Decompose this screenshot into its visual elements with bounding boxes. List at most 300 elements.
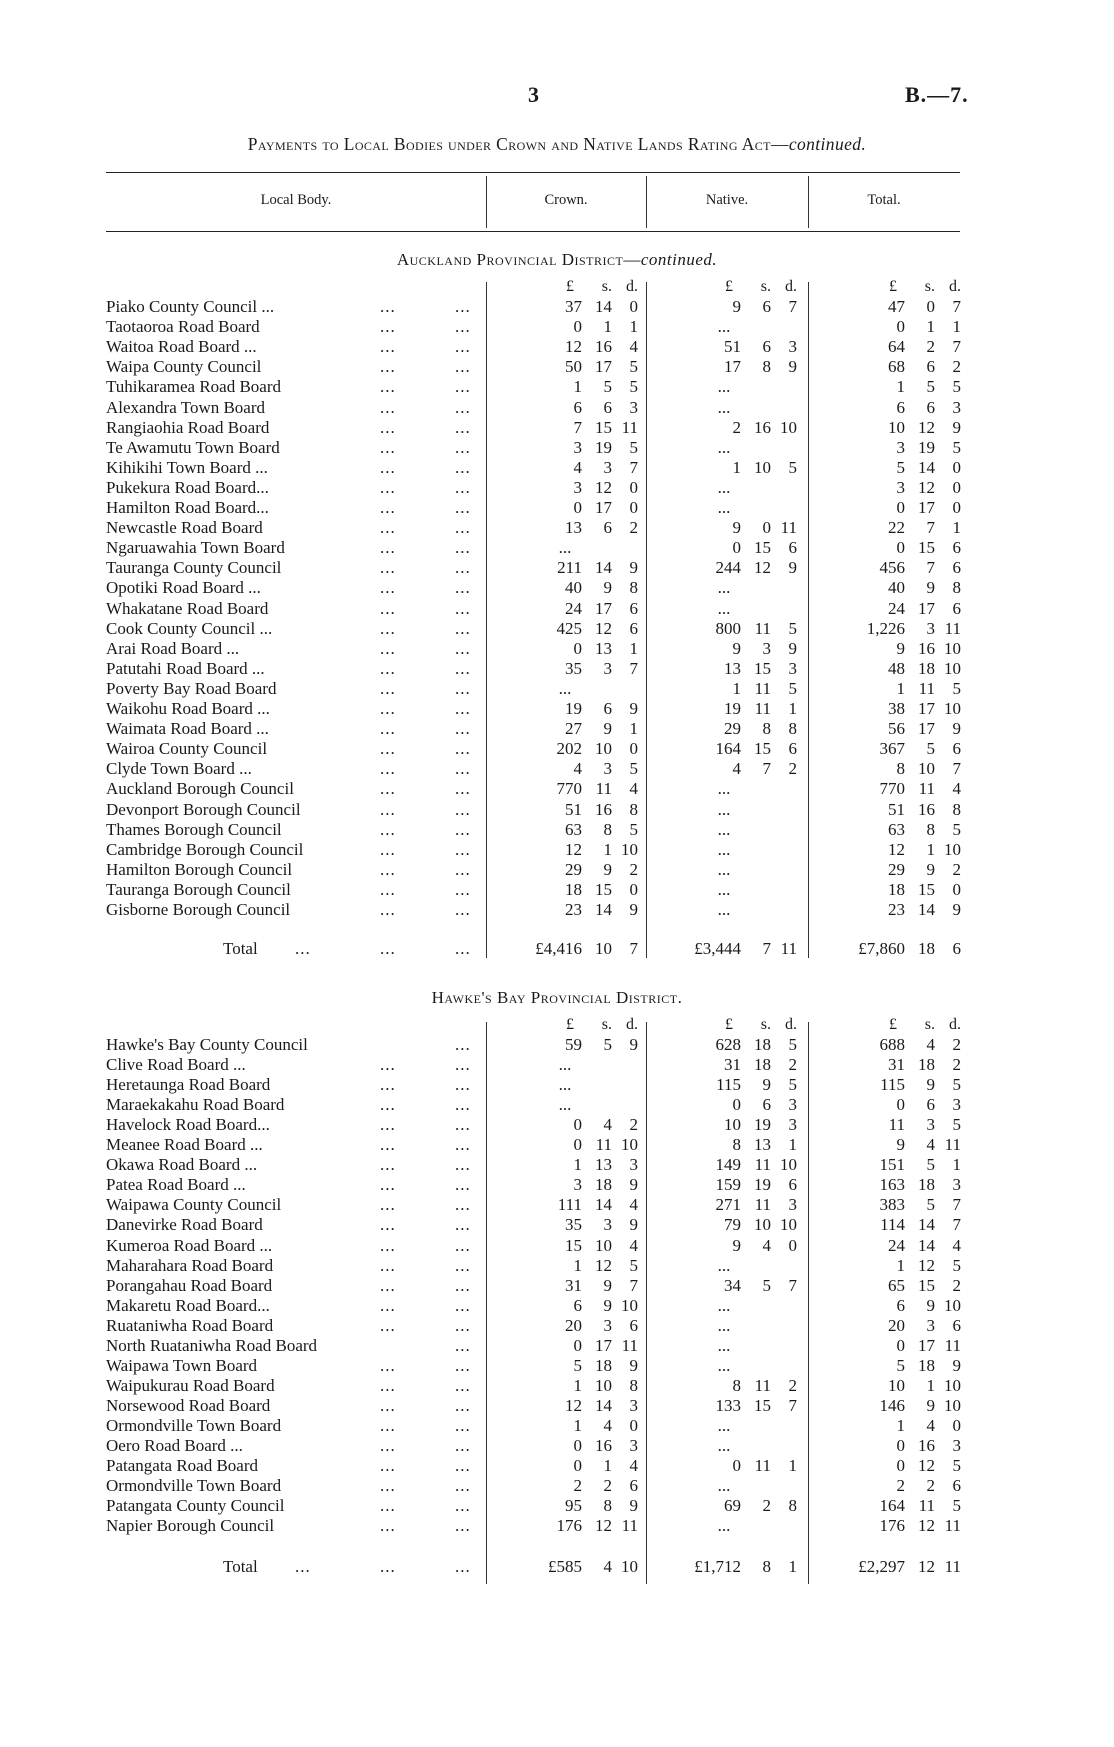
table-row xyxy=(0,639,1114,659)
crown-amount: 14 xyxy=(595,558,612,578)
leader-dots: ... xyxy=(455,1295,471,1315)
total-amount: 56 xyxy=(888,719,905,739)
native-empty: ... xyxy=(717,1476,731,1496)
total-amount: 6 xyxy=(926,397,935,417)
leader-dots: ... xyxy=(380,1235,396,1255)
total-amount: £7,860 xyxy=(858,939,905,958)
total-amount: 0 xyxy=(896,538,905,558)
leader-dots: ... xyxy=(380,578,396,598)
crown-empty: ... xyxy=(558,1075,572,1095)
native-amount: 18 xyxy=(754,1055,771,1075)
leader-dots: ... xyxy=(380,1516,396,1536)
crown-amount: 4 xyxy=(603,1557,612,1576)
native-amount: 79 xyxy=(724,1215,741,1235)
crown-amount: 17 xyxy=(595,357,612,377)
total-amount: 5 xyxy=(952,819,961,839)
title-text: Payments to Local Bodies under Crown and Native Lands Rating Act— xyxy=(247,134,789,154)
local-body-name: Porangahau Road Board xyxy=(106,1275,273,1295)
leader-dots: ... xyxy=(455,1375,471,1395)
table-row xyxy=(0,1516,1114,1536)
total-amount: 12 xyxy=(918,1456,935,1476)
district-heading-auckland xyxy=(0,250,1114,270)
native-amount: 11 xyxy=(780,518,797,538)
total-amount: 18 xyxy=(918,939,935,958)
total-amount: 3 xyxy=(952,397,961,417)
crown-amount: 0 xyxy=(573,1335,582,1355)
crown-amount: 4 xyxy=(629,1195,638,1215)
pence-symbol: d. xyxy=(949,1016,961,1033)
column-rule xyxy=(808,176,809,228)
native-empty: ... xyxy=(717,498,731,517)
crown-amount: 3 xyxy=(603,759,612,779)
crown-amount: 2 xyxy=(573,1476,582,1496)
native-amount: 1 xyxy=(788,1456,797,1476)
crown-amount: 5 xyxy=(629,357,638,377)
leader-dots: ... xyxy=(455,337,471,357)
leader-dots: ... xyxy=(380,1496,396,1516)
crown-amount: 1 xyxy=(603,317,612,337)
total-amount: 4 xyxy=(926,1035,935,1054)
total-amount: 5 xyxy=(926,739,935,759)
crown-amount: 16 xyxy=(595,799,612,819)
crown-amount: 3 xyxy=(603,658,612,678)
total-amount: 10 xyxy=(888,417,905,437)
total-amount: 10 xyxy=(944,658,961,678)
local-body-name: Maharahara Road Board xyxy=(106,1255,274,1275)
crown-amount: 9 xyxy=(629,900,638,919)
total-amount: 2 xyxy=(952,1055,961,1075)
crown-amount: 13 xyxy=(595,638,612,658)
native-empty: ... xyxy=(717,859,731,879)
native-amount: 10 xyxy=(780,1155,797,1175)
total-amount: 5 xyxy=(926,1155,935,1175)
crown-amount: 12 xyxy=(595,1255,612,1275)
local-body-name: Ormondville Town Board xyxy=(106,1476,282,1496)
total-amount: 15 xyxy=(918,1275,935,1295)
crown-amount: 3 xyxy=(629,397,638,417)
shillings-symbol: s. xyxy=(924,1016,935,1033)
local-body-name: Devonport Borough Council xyxy=(106,799,301,819)
local-body-name: Patutahi Road Board ... xyxy=(106,658,265,678)
table-row xyxy=(0,1296,1114,1316)
native-amount: 115 xyxy=(716,1075,741,1095)
total-amount: 10 xyxy=(944,638,961,658)
total-amount: 18 xyxy=(918,1355,935,1375)
crown-empty: ... xyxy=(558,1095,572,1115)
native-amount: 9 xyxy=(732,297,741,316)
leader-dots: ... xyxy=(380,719,396,739)
native-amount: 0 xyxy=(788,1235,797,1255)
table-row xyxy=(0,1396,1114,1416)
crown-amount: 1 xyxy=(573,1375,582,1395)
total-amount: 17 xyxy=(918,719,935,739)
native-amount: 6 xyxy=(762,1095,771,1115)
crown-amount: 12 xyxy=(595,618,612,638)
crown-amount: 9 xyxy=(629,1215,638,1235)
crown-amount: 18 xyxy=(595,1175,612,1195)
leader-dots: ... xyxy=(455,1195,471,1215)
page-number: 3 xyxy=(528,82,539,107)
leader-dots: ... xyxy=(380,1175,396,1195)
crown-amount: 5 xyxy=(603,1035,612,1054)
leader-dots: ... xyxy=(380,1135,396,1155)
native-empty: ... xyxy=(717,377,731,397)
shillings-symbol: s. xyxy=(924,278,935,295)
total-amount: 9 xyxy=(952,719,961,739)
native-amount: 6 xyxy=(762,337,771,357)
crown-amount: 1 xyxy=(629,638,638,658)
table-row xyxy=(0,478,1114,498)
crown-amount: 6 xyxy=(629,1315,638,1335)
local-body-name: Waipawa County Council xyxy=(106,1195,282,1215)
leader-dots: ... xyxy=(455,297,471,316)
native-empty: ... xyxy=(717,839,731,859)
total-amount: 4 xyxy=(952,1235,961,1255)
total-amount: 17 xyxy=(918,1335,935,1355)
crown-amount: 5 xyxy=(629,377,638,397)
native-amount: 9 xyxy=(788,558,797,578)
total-amount: 31 xyxy=(888,1055,905,1075)
total-amount: 12 xyxy=(918,1516,935,1536)
crown-amount: 6 xyxy=(629,618,638,638)
total-amount: 14 xyxy=(918,1215,935,1235)
crown-amount: 14 xyxy=(595,1395,612,1415)
total-amount: 114 xyxy=(880,1215,905,1235)
local-body-name: Patangata Road Board xyxy=(106,1456,259,1476)
table-row xyxy=(0,1476,1114,1496)
table-row xyxy=(0,317,1114,337)
native-empty: ... xyxy=(717,900,731,919)
table-row xyxy=(0,1095,1114,1115)
crown-amount: 4 xyxy=(629,1456,638,1476)
leader-dots: ... xyxy=(380,1355,396,1375)
native-amount: 0 xyxy=(732,1456,741,1476)
crown-amount: 3 xyxy=(629,1155,638,1175)
total-amount: 6 xyxy=(926,1095,935,1115)
leader-dots: ... xyxy=(455,1135,471,1155)
crown-amount: 211 xyxy=(557,558,582,578)
crown-amount: 0 xyxy=(629,498,638,517)
table-row xyxy=(0,1055,1114,1075)
total-amount: 9 xyxy=(926,578,935,598)
total-amount: 1,226 xyxy=(866,618,905,638)
total-amount: 5 xyxy=(952,1115,961,1135)
total-amount: 2 xyxy=(952,859,961,879)
total-amount: 10 xyxy=(944,1395,961,1415)
total-amount: 5 xyxy=(952,1075,961,1095)
leader-dots: ... xyxy=(455,1035,471,1054)
table-row xyxy=(0,1316,1114,1336)
local-body-name: Patea Road Board ... xyxy=(106,1175,246,1195)
leader-dots: ... xyxy=(455,638,471,658)
local-body-name: Havelock Road Board... xyxy=(106,1115,270,1135)
native-amount: 19 xyxy=(754,1115,771,1135)
leader-dots: ... xyxy=(380,477,396,497)
crown-amount: 4 xyxy=(603,1415,612,1435)
shillings-symbol: s. xyxy=(601,278,612,295)
leader-dots: ... xyxy=(455,437,471,457)
table-row xyxy=(0,1336,1114,1356)
native-amount: 1 xyxy=(732,678,741,698)
total-amount: 0 xyxy=(952,477,961,497)
leader-dots: ... xyxy=(380,1275,396,1295)
crown-amount: 3 xyxy=(603,457,612,477)
leader-dots: ... xyxy=(455,759,471,779)
leader-dots: ... xyxy=(455,658,471,678)
native-amount: 18 xyxy=(754,1035,771,1054)
district-continued: continued. xyxy=(640,250,718,269)
crown-amount: 3 xyxy=(603,1215,612,1235)
leader-dots: ... xyxy=(380,618,396,638)
total-amount: 10 xyxy=(944,699,961,718)
leader-dots: ... xyxy=(455,879,471,899)
total-amount: 14 xyxy=(918,900,935,919)
total-amount: 6 xyxy=(952,739,961,759)
table-row xyxy=(0,800,1114,820)
total-amount: 10 xyxy=(944,1375,961,1395)
crown-amount: 15 xyxy=(595,417,612,437)
pounds-symbol: £ xyxy=(566,278,574,295)
local-body-name: Ormondville Town Board xyxy=(106,1415,282,1435)
total-amount: 9 xyxy=(896,1135,905,1155)
crown-amount: 14 xyxy=(595,1195,612,1215)
table-row xyxy=(0,1035,1114,1055)
leader-dots: ... xyxy=(380,819,396,839)
crown-amount: 6 xyxy=(603,518,612,538)
total-amount: 2 xyxy=(896,1476,905,1496)
total-amount: 146 xyxy=(879,1395,905,1415)
native-amount: 3 xyxy=(788,1115,797,1135)
crown-amount: 1 xyxy=(573,1155,582,1175)
total-amount: £2,297 xyxy=(858,1557,905,1576)
native-amount: 159 xyxy=(715,1175,741,1195)
crown-amount: 111 xyxy=(557,1195,582,1215)
leader-dots: ... xyxy=(380,658,396,678)
total-amount: 0 xyxy=(896,1335,905,1355)
local-body-name: Kihikihi Town Board ... xyxy=(106,457,268,477)
local-body-name: Whakatane Road Board xyxy=(106,598,269,618)
native-amount: 8 xyxy=(788,1496,797,1516)
crown-amount: 15 xyxy=(565,1235,582,1255)
leader-dots: ... xyxy=(380,678,396,698)
native-empty: ... xyxy=(717,1355,731,1375)
crown-amount: 17 xyxy=(595,498,612,517)
local-body-name: Waipawa Town Board xyxy=(106,1355,258,1375)
table-row xyxy=(0,679,1114,699)
crown-amount: 9 xyxy=(603,578,612,598)
header-native: Native. xyxy=(705,192,749,208)
total-amount: 22 xyxy=(888,518,905,538)
local-body-name: Hawke's Bay County Council xyxy=(106,1035,308,1054)
leader-dots: ... xyxy=(455,900,471,919)
leader-dots: ... xyxy=(455,618,471,638)
crown-amount: 5 xyxy=(629,759,638,779)
document-reference: B.—7. xyxy=(905,82,969,107)
total-amount: 40 xyxy=(888,578,905,598)
native-amount: 34 xyxy=(724,1275,741,1295)
crown-amount: 10 xyxy=(621,839,638,859)
crown-amount: 9 xyxy=(603,859,612,879)
native-empty: ... xyxy=(717,1415,731,1435)
local-body-name: Maraekakahu Road Board xyxy=(106,1095,285,1115)
native-empty: ... xyxy=(717,799,731,819)
crown-amount: 1 xyxy=(573,377,582,397)
leader-dots: ... xyxy=(455,477,471,497)
total-amount: 11 xyxy=(918,678,935,698)
crown-amount: 40 xyxy=(565,578,582,598)
total-amount: 6 xyxy=(952,1315,961,1335)
local-body-name: Napier Borough Council xyxy=(106,1516,275,1536)
leader-dots: ... xyxy=(380,598,396,618)
crown-amount: 17 xyxy=(595,1335,612,1355)
total-amount: 9 xyxy=(926,1295,935,1315)
crown-amount: 17 xyxy=(595,598,612,618)
leader-dots: ... xyxy=(380,939,396,958)
total-amount: 16 xyxy=(918,799,935,819)
table-row xyxy=(0,659,1114,679)
crown-amount: 9 xyxy=(629,1035,638,1054)
table-row xyxy=(0,1195,1114,1215)
crown-amount: 14 xyxy=(595,297,612,316)
crown-amount: 1 xyxy=(629,719,638,739)
crown-amount: 11 xyxy=(621,1335,638,1355)
total-amount: 17 xyxy=(918,699,935,718)
leader-dots: ... xyxy=(380,779,396,799)
crown-amount: 9 xyxy=(603,719,612,739)
total-amount: 5 xyxy=(926,1195,935,1215)
local-body-name: Norsewood Road Board xyxy=(106,1395,271,1415)
crown-amount: £585 xyxy=(548,1557,582,1576)
pounds-symbol: £ xyxy=(725,1016,733,1033)
total-amount: 115 xyxy=(880,1075,905,1095)
table-row xyxy=(0,1256,1114,1276)
native-amount: 6 xyxy=(788,739,797,759)
crown-amount: 4 xyxy=(629,337,638,357)
crown-amount: 19 xyxy=(565,699,582,718)
total-amount: 0 xyxy=(952,879,961,899)
leader-dots: ... xyxy=(380,558,396,578)
total-amount: 48 xyxy=(888,658,905,678)
crown-empty: ... xyxy=(558,538,572,558)
crown-amount: 2 xyxy=(603,1476,612,1496)
total-amount: 151 xyxy=(879,1155,905,1175)
native-amount: 0 xyxy=(732,1095,741,1115)
native-empty: ... xyxy=(717,1315,731,1335)
native-amount: £1,712 xyxy=(694,1557,741,1576)
total-amount: 17 xyxy=(918,598,935,618)
total-amount: 3 xyxy=(926,618,935,638)
table-row xyxy=(0,779,1114,799)
crown-amount: 1 xyxy=(603,1456,612,1476)
crown-amount: 95 xyxy=(565,1496,582,1516)
leader-dots: ... xyxy=(455,1075,471,1095)
total-label: Total xyxy=(223,1557,258,1576)
total-amount: 3 xyxy=(896,477,905,497)
leader-dots: ... xyxy=(380,1055,396,1075)
crown-amount: 63 xyxy=(565,819,582,839)
total-amount: 11 xyxy=(944,1335,961,1355)
table-row xyxy=(0,1236,1114,1256)
crown-amount: 10 xyxy=(621,1557,638,1576)
leader-dots: ... xyxy=(455,1215,471,1235)
table-row xyxy=(0,840,1114,860)
table-row xyxy=(0,377,1114,397)
pounds-symbol: £ xyxy=(725,278,733,295)
crown-amount: 8 xyxy=(629,578,638,598)
local-body-name: Cook County Council ... xyxy=(106,618,273,638)
total-amount: 10 xyxy=(944,839,961,859)
total-amount: 11 xyxy=(944,1557,961,1576)
table-row xyxy=(0,1276,1114,1296)
leader-dots: ... xyxy=(455,1275,471,1295)
native-empty: ... xyxy=(717,1255,731,1275)
crown-amount: 3 xyxy=(629,1395,638,1415)
local-body-name: Alexandra Town Board xyxy=(106,397,266,417)
crown-amount: 12 xyxy=(565,337,582,357)
native-empty: ... xyxy=(717,477,731,497)
total-amount: 5 xyxy=(896,457,905,477)
shillings-symbol: s. xyxy=(760,1016,771,1033)
crown-amount: 18 xyxy=(565,879,582,899)
currency-header-row xyxy=(0,277,1114,297)
native-amount: 3 xyxy=(762,638,771,658)
crown-amount: 16 xyxy=(595,337,612,357)
native-amount: 3 xyxy=(788,658,797,678)
leader-dots: ... xyxy=(380,900,396,919)
leader-dots: ... xyxy=(380,839,396,859)
currency-header-row xyxy=(0,1015,1114,1035)
crown-amount: 27 xyxy=(565,719,582,739)
table-row xyxy=(0,498,1114,518)
native-amount: 4 xyxy=(732,759,741,779)
total-amount: 7 xyxy=(952,337,961,357)
total-amount: 8 xyxy=(952,578,961,598)
leader-dots: ... xyxy=(455,739,471,759)
local-body-name: Hamilton Borough Council xyxy=(106,859,293,879)
column-rule xyxy=(646,176,647,228)
leader-dots: ... xyxy=(455,819,471,839)
local-body-name: Ngaruawahia Town Board xyxy=(106,538,285,558)
local-body-name: Tauranga Borough Council xyxy=(106,879,291,899)
total-amount: 10 xyxy=(918,759,935,779)
total-amount: 1 xyxy=(926,317,935,337)
crown-amount: 1 xyxy=(573,1415,582,1435)
native-amount: 17 xyxy=(724,357,741,377)
native-amount: 0 xyxy=(732,538,741,558)
native-amount: 11 xyxy=(754,1375,771,1395)
header-top-rule xyxy=(106,172,960,173)
table-row xyxy=(0,538,1114,558)
crown-amount: 0 xyxy=(629,477,638,497)
total-amount: 11 xyxy=(918,779,935,799)
leader-dots: ... xyxy=(380,1195,396,1215)
total-amount: 0 xyxy=(896,498,905,517)
leader-dots: ... xyxy=(455,498,471,517)
native-amount: 0 xyxy=(762,518,771,538)
native-amount: 10 xyxy=(780,417,797,437)
native-amount: 3 xyxy=(788,337,797,357)
crown-amount: 0 xyxy=(629,739,638,759)
native-amount: 5 xyxy=(788,1075,797,1095)
native-amount: 11 xyxy=(780,939,797,958)
crown-amount: 1 xyxy=(573,1255,582,1275)
local-body-name: Opotiki Road Board ... xyxy=(106,578,261,598)
total-amount: 47 xyxy=(888,297,905,316)
total-amount: 51 xyxy=(888,799,905,819)
local-body-name: Wairoa County Council xyxy=(106,739,268,759)
leader-dots: ... xyxy=(455,1315,471,1335)
total-amount: 64 xyxy=(888,337,905,357)
